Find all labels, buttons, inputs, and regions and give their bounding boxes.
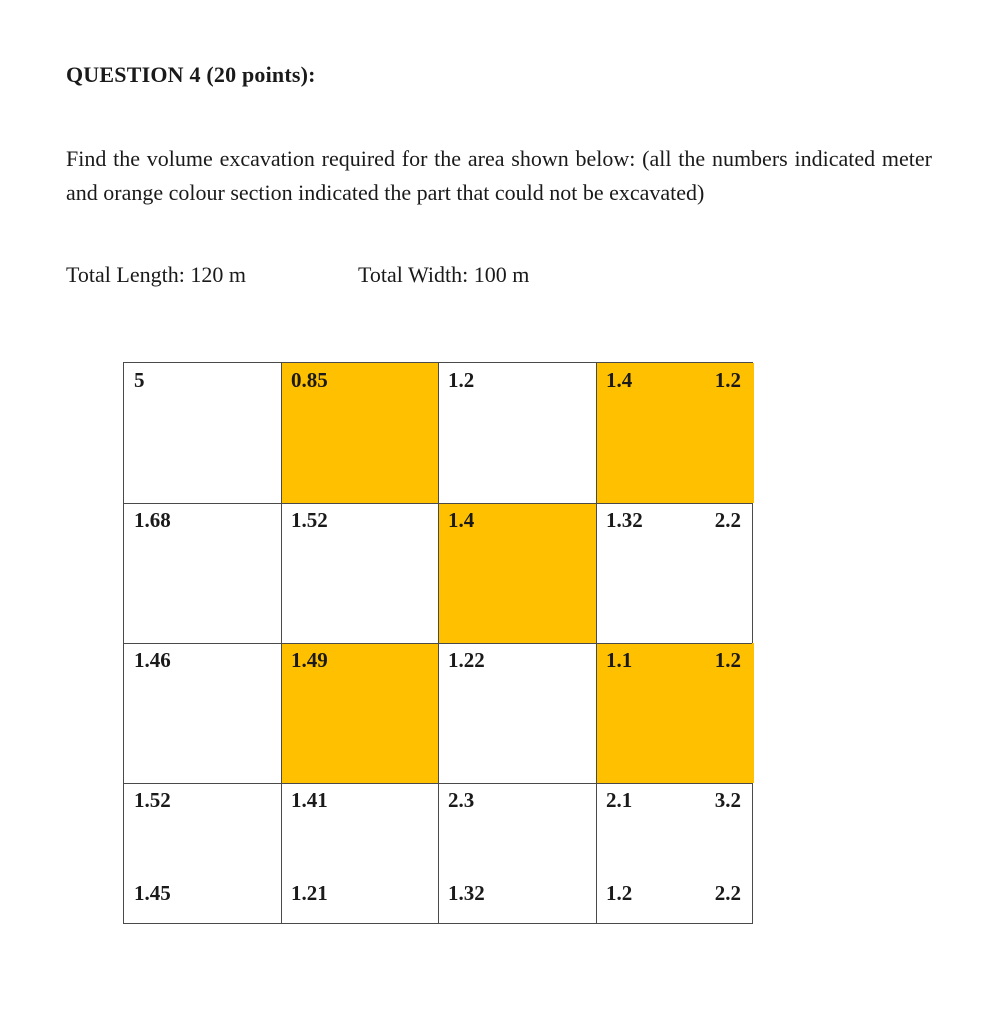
grid-line bbox=[438, 363, 439, 923]
grid-value: 1.2 bbox=[714, 648, 741, 672]
grid-value: 2.1 bbox=[606, 788, 633, 812]
grid-value: 1.45 bbox=[134, 881, 171, 905]
grid-value: 5 bbox=[134, 368, 145, 392]
grid-value: 1.46 bbox=[134, 648, 171, 672]
grid-value: 1.4 bbox=[606, 368, 633, 392]
question-prompt: Find the volume excavation required for the area shown below: (all the numbers indicated meter and orange colour section indicated the part that could not be excavated) bbox=[66, 146, 932, 205]
grid-value: 1.68 bbox=[134, 508, 171, 532]
grid-value: 1.1 bbox=[606, 648, 633, 672]
grid-value: 1.2 bbox=[606, 881, 633, 905]
grid-value: 2.2 bbox=[714, 881, 741, 905]
grid-value: 1.52 bbox=[291, 508, 328, 532]
total-width: Total Width: 100 m bbox=[358, 262, 530, 287]
grid-value: 1.41 bbox=[291, 788, 328, 812]
question-title: QUESTION 4 (20 points): bbox=[66, 62, 316, 87]
grid-line bbox=[281, 363, 282, 923]
grid-value: 1.22 bbox=[448, 648, 485, 672]
grid-value: 2.3 bbox=[448, 788, 475, 812]
total-length: Total Length: 120 m bbox=[66, 262, 246, 287]
grid-value: 1.49 bbox=[291, 648, 328, 672]
grid-value: 1.32 bbox=[606, 508, 643, 532]
grid-value: 2.2 bbox=[714, 508, 741, 532]
grid-value: 3.2 bbox=[714, 788, 741, 812]
grid-value: 1.4 bbox=[448, 508, 475, 532]
grid-line bbox=[596, 363, 597, 923]
grid-value: 0.85 bbox=[291, 368, 328, 392]
grid-value: 1.21 bbox=[291, 881, 328, 905]
elevation-grid bbox=[123, 362, 753, 924]
grid-value: 1.2 bbox=[448, 368, 475, 392]
grid-value: 1.2 bbox=[714, 368, 741, 392]
grid-value: 1.52 bbox=[134, 788, 171, 812]
grid-value: 1.32 bbox=[448, 881, 485, 905]
